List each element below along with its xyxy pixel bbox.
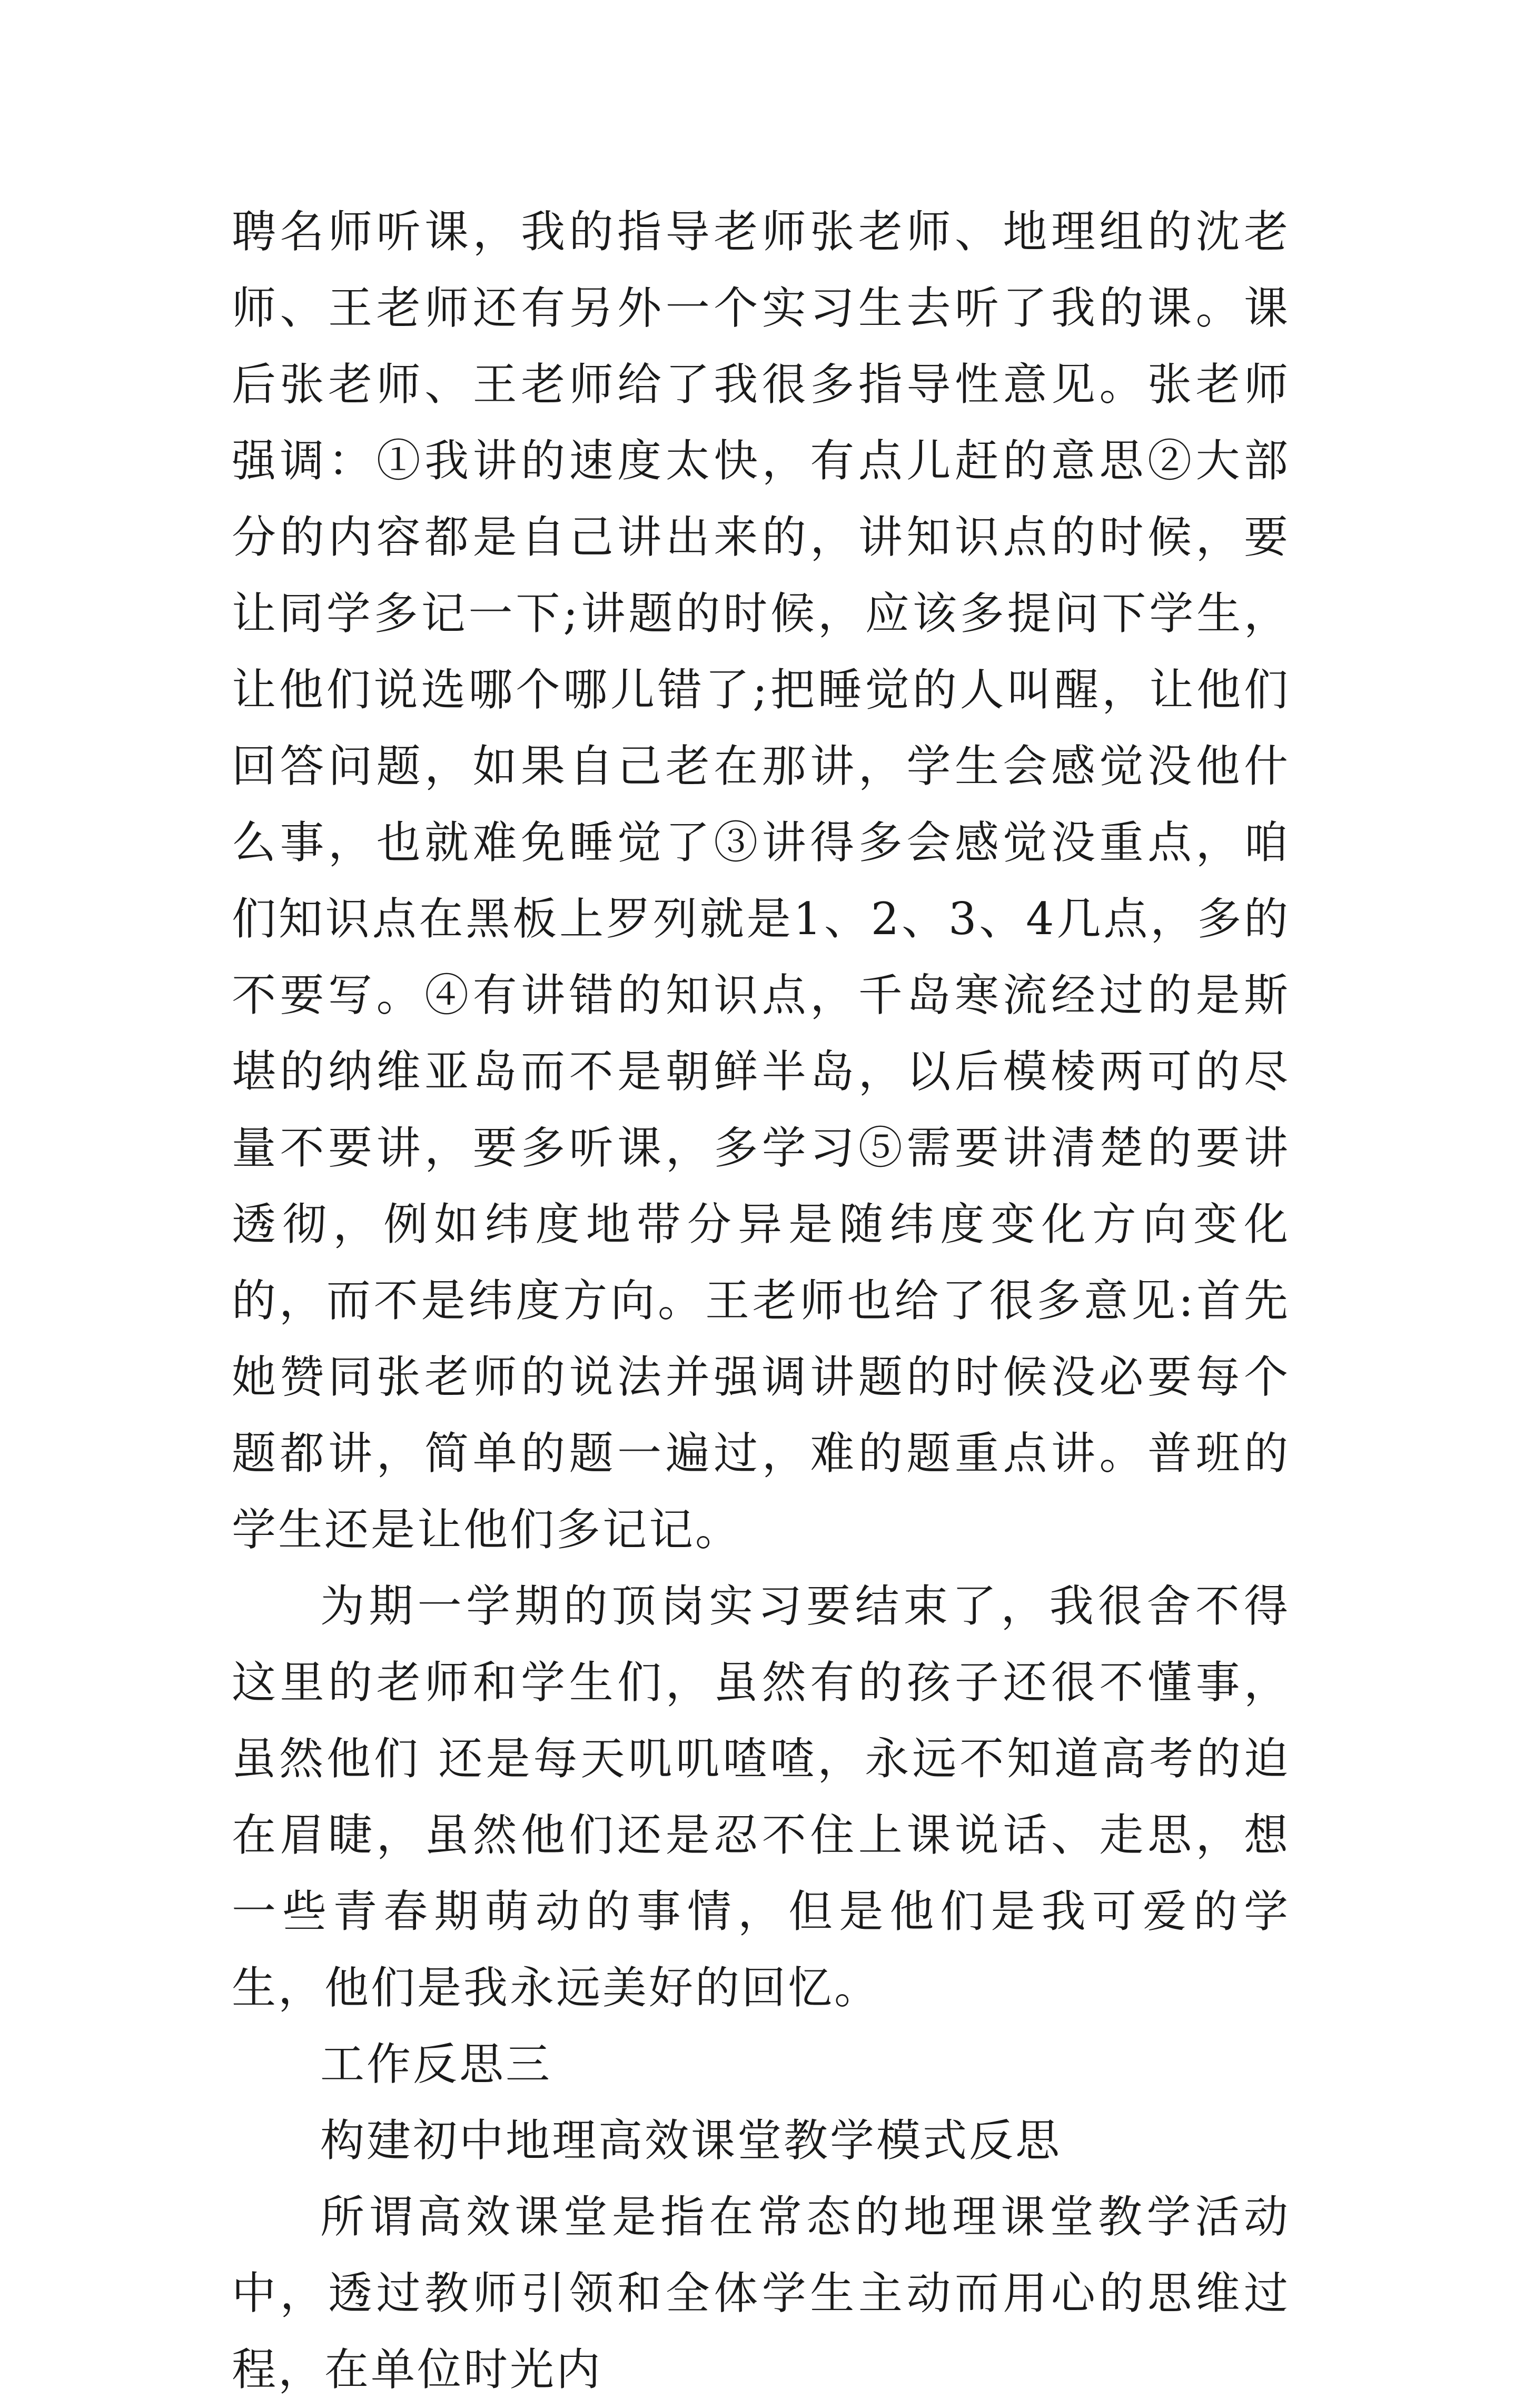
paragraph-teacher-feedback: 聘名师听课，我的指导老师张老师、地理组的沈老师、王老师还有另外一个实习生去听了我的课。课后张老师、王老师给了我很多指导性意见。张老师强调：①我讲的速度太快，有点儿赶的意思②大部分的内容都是自己讲出来的，讲知识点的时候，要让同学多记一下;讲题的时候，应该多提问下学生，让他们说选哪个哪儿错了;把睡觉的人叫醒，让他们回答问题，如果自己老在那讲，学生会感觉没他什么事，也就难免睡觉了③讲得多会感觉没重点，咱们知识点在黑板上罗列就是1、2、3、4几点，多的不要写。④有讲错的知识点，千岛寒流经过的是斯堪的纳维亚岛而不是朝鲜半岛，以后模棱两可的尽量不要讲，要多听课，多学习⑤需要讲清楚的要讲透彻，例如纬度地带分异是随纬度变化方向变化的，而不是纬度方向。王老师也给了很多意见:首先她赞同张老师的说法并强调讲题的时候没必要每个题都讲，简单的题一遍过，难的题重点讲。普班的学生还是让他们多记记。 bbox=[232, 206, 1290, 1555]
paragraph-internship-end: 为期一学期的顶岗实习要结束了，我很舍不得这里的老师和学生们，虽然有的孩子还很不懂事，虽然他们 还是每天叽叽喳喳，永远不知道高考的迫在眉睫，虽然他们还是忍不住上课说话、走思，想一些青春期萌动的事情，但是他们是我可爱的学生，他们是我永远美好的回忆。 bbox=[232, 1580, 1290, 2014]
section-label: 工作反思三 bbox=[320, 2038, 552, 2090]
paragraph-efficient-classroom: 所谓高效课堂是指在常态的地理课堂教学活动中，透过教师引领和全体学生主动而用心的思维过程，在单位时光内 bbox=[232, 2191, 1290, 2395]
section-title: 构建初中地理高效课堂教学模式反思 bbox=[320, 2115, 1062, 2166]
document-body bbox=[232, 194, 1290, 2408]
